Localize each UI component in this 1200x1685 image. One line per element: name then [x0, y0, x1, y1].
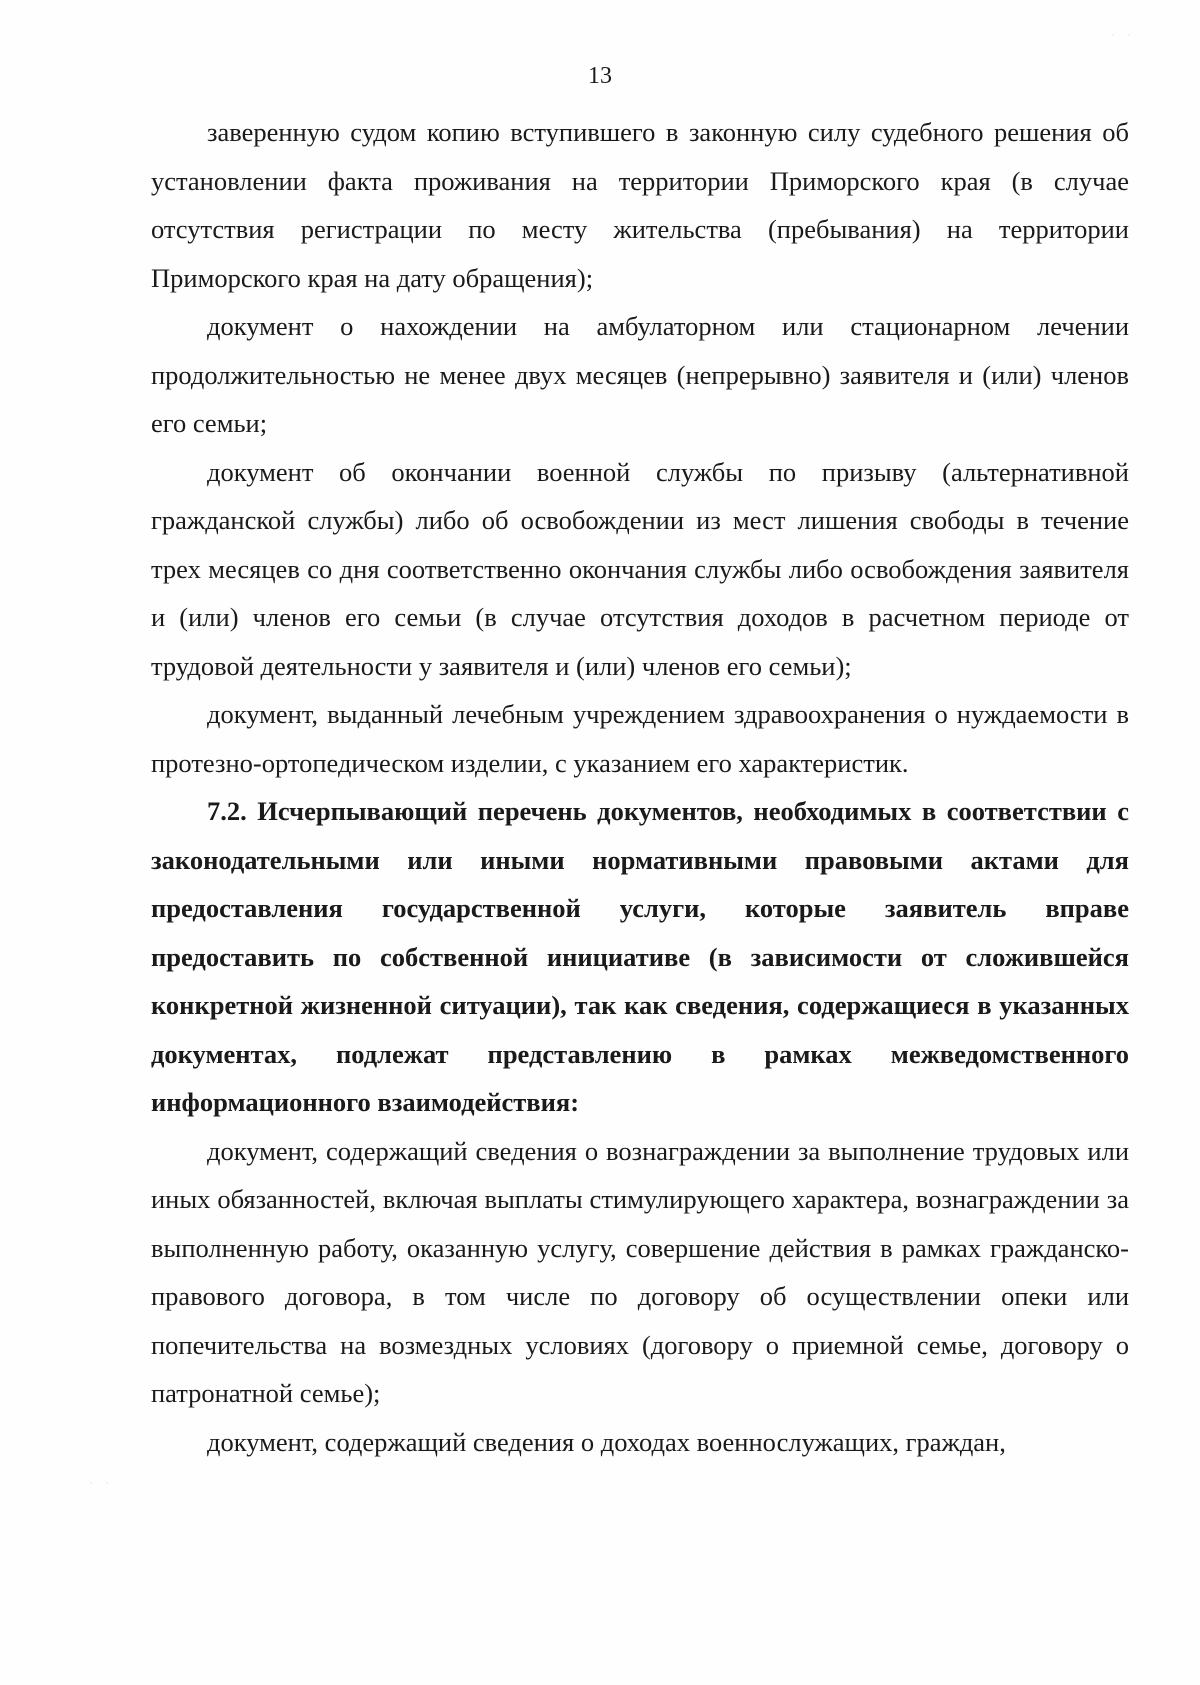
section-heading-7-2: 7.2. Исчерпывающий перечень документов, необходимых в соответствии с законодательными или иными нормативными правовыми актами для предоставления государственной услуги, которые заявитель вправе предоставить по собственной инициативе (в зависимости от сложившейся конкретной жизненной ситуации), так как сведения, содержащиеся в указанных документах, подлежат представлению в рамках межведомственного информационного взаимодействия: [151, 796, 1129, 1117]
document-body [151, 108, 1129, 1466]
paragraph-prosthetic-need-document: документ, выданный лечебным учреждением здравоохранения о нуждаемости в протезно-ортопедическом изделии, с указанием его характеристик. [151, 699, 1129, 778]
scan-artifact: · · [88, 1478, 113, 1489]
scan-artifact: · · [1110, 30, 1135, 41]
paragraph-remuneration-document: документ, содержащий сведения о вознаграждении за выполнение трудовых или иных обязанностей, включая выплаты стимулирующего характера, вознаграждении за выполненную работу, оказанную услугу, совершение действия в рамках гражданско-правового договора, в том числе по договору об осуществлении опеки или попечительства на возмездных условиях (договору о приемной семье, договору о патронатной семье); [151, 1135, 1129, 1408]
paragraph-court-decision-copy: заверенную судом копию вступившего в законную силу судебного решения об установлении факта проживания на территории Приморского края (в случае отсутствия регистрации по месту жительства (пребывания) на территории Приморского края на дату обращения); [151, 117, 1129, 293]
paragraph-military-income-document: документ, содержащий сведения о доходах военнослужащих, граждан, [207, 1426, 1006, 1457]
paragraph-military-service-document: документ об окончании военной службы по призыву (альтернативной гражданской службы) либо об освобождении из мест лишения свободы в течение трех месяцев со дня соответственно окончания службы либо освобождения заявителя и (или) членов его семьи (в случае отсутствия доходов в расчетном периоде от трудовой деятельности у заявителя и (или) членов его семьи); [151, 456, 1129, 681]
page-number: 13 [588, 63, 612, 89]
paragraph-medical-treatment-document: документ о нахождении на амбулаторном или стационарном лечении продолжительностью не менее двух месяцев (непрерывно) заявителя и (или) членов его семьи; [151, 311, 1129, 438]
